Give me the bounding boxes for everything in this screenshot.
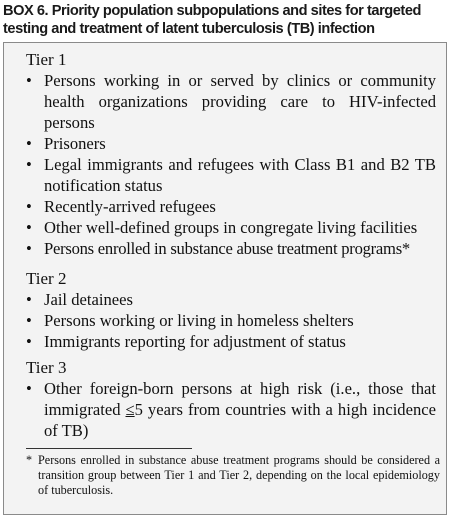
footnote bbox=[26, 453, 440, 498]
list-item-text-before: Other foreign-born persons at high risk (i.e., those that immigrated bbox=[44, 379, 436, 419]
bullet-icon: • bbox=[26, 239, 32, 258]
tier-3-section bbox=[26, 357, 436, 441]
list-item bbox=[26, 154, 436, 196]
list-item-text-after: 5 years from countries with a high incidence of TB) bbox=[44, 400, 436, 440]
info-box bbox=[3, 42, 447, 515]
list-item-text: Legal immigrants and refugees with Class B1 and B2 TB notification status bbox=[44, 155, 436, 195]
bullet-icon: • bbox=[26, 290, 32, 309]
bullet-icon: • bbox=[26, 311, 32, 330]
tier-1-title: Tier 1 bbox=[26, 50, 67, 69]
tier-2-section bbox=[26, 268, 436, 352]
bullet-icon: • bbox=[26, 155, 32, 174]
list-item-text: Other well-defined groups in congregate living facilities bbox=[44, 218, 418, 237]
list-item bbox=[26, 331, 436, 352]
footnote-divider bbox=[26, 448, 192, 449]
list-item-text: Persons enrolled in substance abuse treatment programs* bbox=[44, 239, 410, 258]
tier-2-list bbox=[26, 289, 436, 352]
tier-3-list bbox=[26, 378, 436, 441]
footnote-marker: * bbox=[26, 453, 33, 467]
bullet-icon: • bbox=[26, 379, 32, 398]
list-item-text: Recently-arrived refugees bbox=[44, 197, 216, 216]
tier-2-title: Tier 2 bbox=[26, 269, 67, 288]
list-item-text: Jail detainees bbox=[44, 290, 133, 309]
list-item-text: Immigrants reporting for adjustment of status bbox=[44, 332, 346, 351]
bullet-icon: • bbox=[26, 332, 32, 351]
tier-3-title: Tier 3 bbox=[26, 358, 67, 377]
less-than-or-equal-symbol: ≤ bbox=[125, 400, 135, 419]
bullet-icon: • bbox=[26, 134, 32, 153]
list-item bbox=[26, 70, 436, 133]
list-item-text: Persons working in or served by clinics or community health organizations providing care to HIV-infected persons bbox=[44, 71, 436, 132]
list-item bbox=[26, 217, 436, 238]
list-item bbox=[26, 238, 436, 259]
bullet-icon: • bbox=[26, 218, 32, 237]
list-item bbox=[26, 289, 436, 310]
bullet-icon: • bbox=[26, 197, 32, 216]
tier-1-list bbox=[26, 70, 436, 259]
list-item bbox=[26, 378, 436, 441]
footnote-text: Persons enrolled in substance abuse treatment programs should be considered a transition group between Tier 1 and Tier 2, depending on the local epidemiology of tuberculosis. bbox=[38, 453, 440, 497]
list-item bbox=[26, 133, 436, 154]
tier-1-section bbox=[26, 49, 436, 259]
list-item-text: Prisoners bbox=[44, 134, 106, 153]
list-item bbox=[26, 196, 436, 217]
bullet-icon: • bbox=[26, 71, 32, 90]
box-title: BOX 6. Priority population subpopulations and sites for targeted testing and treatment of latent tuberculosis (TB) infection bbox=[3, 3, 421, 37]
list-item-text: Persons working or living in homeless shelters bbox=[44, 311, 354, 330]
list-item bbox=[26, 310, 436, 331]
